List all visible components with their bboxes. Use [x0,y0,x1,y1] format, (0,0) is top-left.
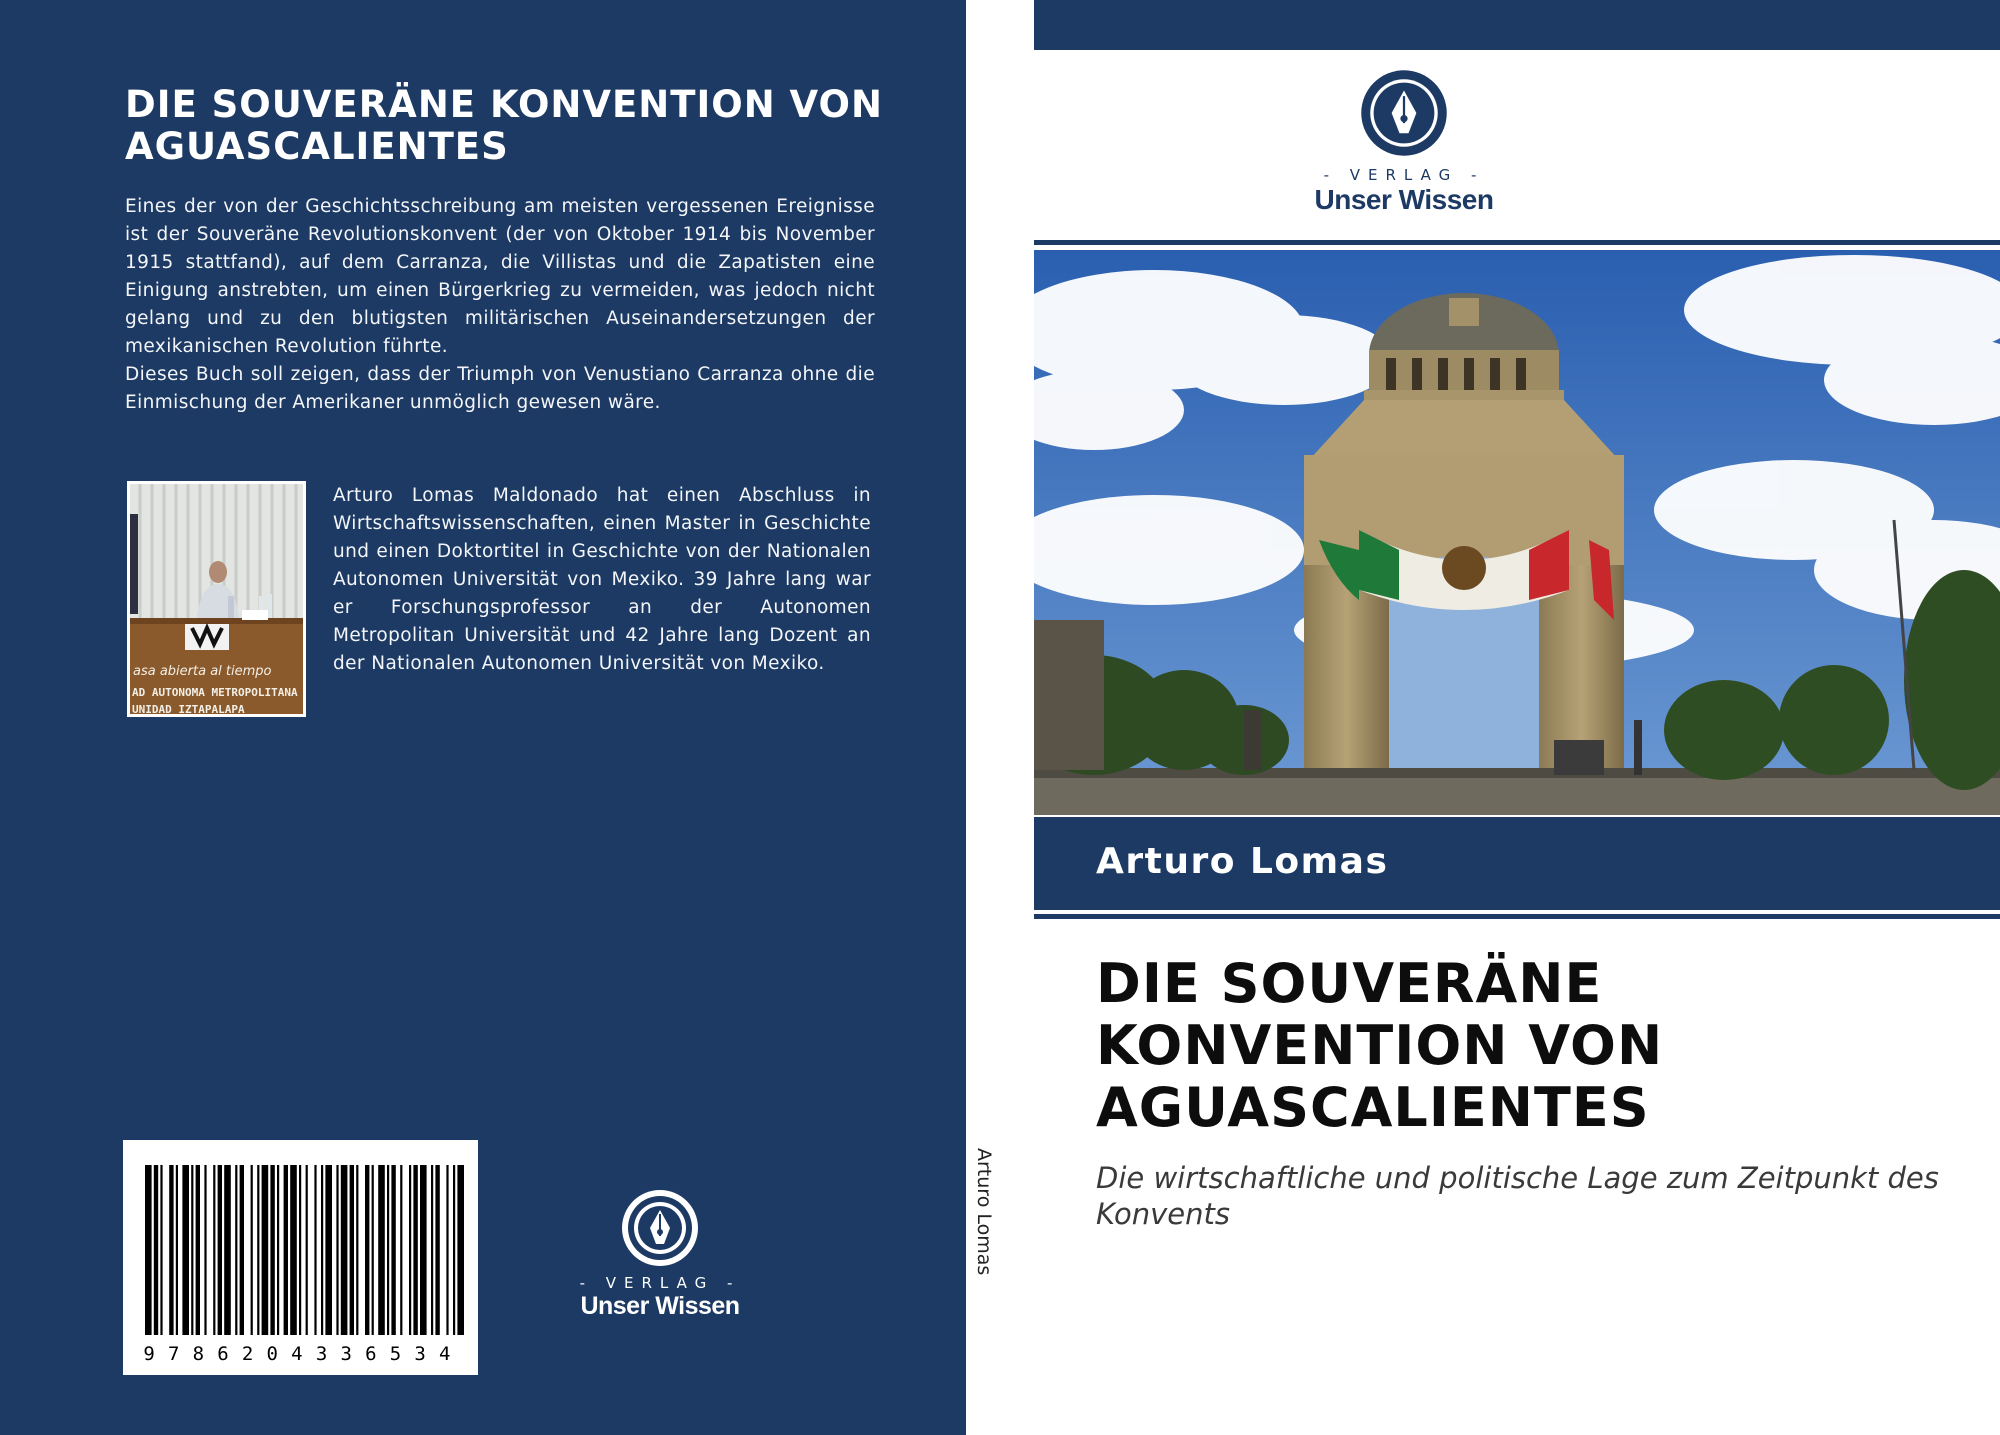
barcode-bar [431,1165,433,1335]
photo-caption-line-2: AD AUTONOMA METROPOLITANA [132,686,298,699]
barcode-bar [204,1165,206,1335]
barcode-bar [270,1165,274,1335]
barcode-bar [160,1165,162,1335]
back-publisher-name: Unser Wissen [580,1292,740,1320]
front-cover-subtitle: Die wirtschaftliche und politische Lage zum Zeitpunkt des Konvents [1096,1161,1939,1231]
barcode-bar [420,1165,427,1335]
barcode-bar [378,1165,385,1335]
cover-photo [1034,250,2000,815]
barcode-bar [341,1165,348,1335]
front-top-band [1034,0,2000,50]
barcode-bar [145,1165,152,1335]
front-cover [1034,0,2000,1435]
barcode-bar [391,1165,395,1335]
barcode-bar [413,1165,417,1335]
barcode-bar [191,1165,193,1335]
barcode-bar [365,1165,369,1335]
barcode-bar [321,1165,323,1335]
front-author-name: Arturo Lomas [1096,841,1389,882]
barcode-bar [356,1165,358,1335]
monument-photo [1034,250,2000,815]
barcode-bar [196,1165,200,1335]
photo-top-rule [1034,240,2000,245]
barcode-bar [299,1165,301,1335]
author-photo [127,481,306,717]
barcode-bar [176,1165,178,1335]
front-cover-title: DIE SOUVERÄNE KONVENTION VON AGUASCALIENTES [1096,952,1664,1139]
barcode-bars [123,1140,478,1375]
spine-author: Arturo Lomas [973,1148,995,1276]
barcode-bar [387,1165,389,1335]
barcode-bar [453,1165,455,1335]
barcode-bar [213,1165,215,1335]
barcode-bar [240,1165,244,1335]
barcode-bar [154,1165,158,1335]
front-publisher-name: Unser Wissen [1314,184,1494,215]
barcode-bar [372,1165,374,1335]
front-verlag-label: - VERLAG - [1323,166,1485,184]
barcode-bar [284,1165,288,1335]
blurb-paragraph-1: Eines der von der Geschichtsschreibung am meisten vergessenen Ereignisse ist der Souveräne Revolutionskonvent (der von Oktober 1914 bis November 1915 stattfand), auf dem Carranza, die Villistas und die Zapatisten eine Einigung anstrebten, um einen Bürgerkrieg zu vermeiden, was jedoch nicht gelang und zu den blutigsten militärischen Auseinandersetzungen der mexikanischen Revolution führte. [125,196,875,357]
barcode-bar [457,1165,464,1335]
back-cover [0,0,966,1435]
isbn-barcode [123,1140,478,1375]
barcode-bar [350,1165,354,1335]
barcode-bar [336,1165,338,1335]
back-publisher-logo [570,1188,750,1318]
barcode-bar [446,1165,448,1335]
author-bio: Arturo Lomas Maldonado hat einen Abschluss in Wirtschaftswissenschaften, einen Master in Geschichte und einen Doktortitel in Geschichte von der Nationalen Autonomen Universität von Mexiko. 39 Jahre lang war er Forschungsprofessor an der Autonomen Metropolitan Universität und 42 Jahre lang Dozent an der Nationalen Autonomen Universität von Mexiko. [333,485,871,674]
blurb-paragraph-2: Dieses Buch soll zeigen, dass der Triumph von Venustiano Carranza ohne die Einmischung der Amerikaner unmöglich gewesen wäre. [125,364,875,413]
photo-caption-line-1: asa abierta al tiempo [133,664,272,679]
barcode-bar [257,1165,259,1335]
barcode-bar [277,1165,279,1335]
barcode-bar [290,1165,297,1335]
front-author-band [1034,817,2000,910]
isbn-digits: 9786204336534 [143,1343,464,1365]
barcode-bar [235,1165,237,1335]
fountain-pen-nib-logo-icon [620,1188,700,1268]
back-cover-blurb [125,193,875,417]
back-verlag-label: - VERLAG - [579,1274,741,1292]
photo-caption-line-3: UNIDAD IZTAPALAPA [132,703,245,714]
fountain-pen-nib-logo-icon [1359,68,1449,158]
barcode-bar [306,1165,308,1335]
barcode-bar [218,1165,222,1335]
barcode-bar [182,1165,189,1335]
barcode-bar [409,1165,411,1335]
barcode-bar [224,1165,231,1335]
author-photo-image [130,484,303,714]
back-cover-title: DIE SOUVERÄNE KONVENTION VON AGUASCALIENTES [125,83,883,168]
barcode-bar [400,1165,402,1335]
barcode-bar [325,1165,332,1335]
barcode-bar [435,1165,439,1335]
barcode-bar [251,1165,253,1335]
front-publisher-logo [1304,68,1504,218]
barcode-bar [314,1165,316,1335]
barcode-bar [169,1165,173,1335]
author-band-rule [1034,914,2000,919]
barcode-bar [262,1165,269,1335]
